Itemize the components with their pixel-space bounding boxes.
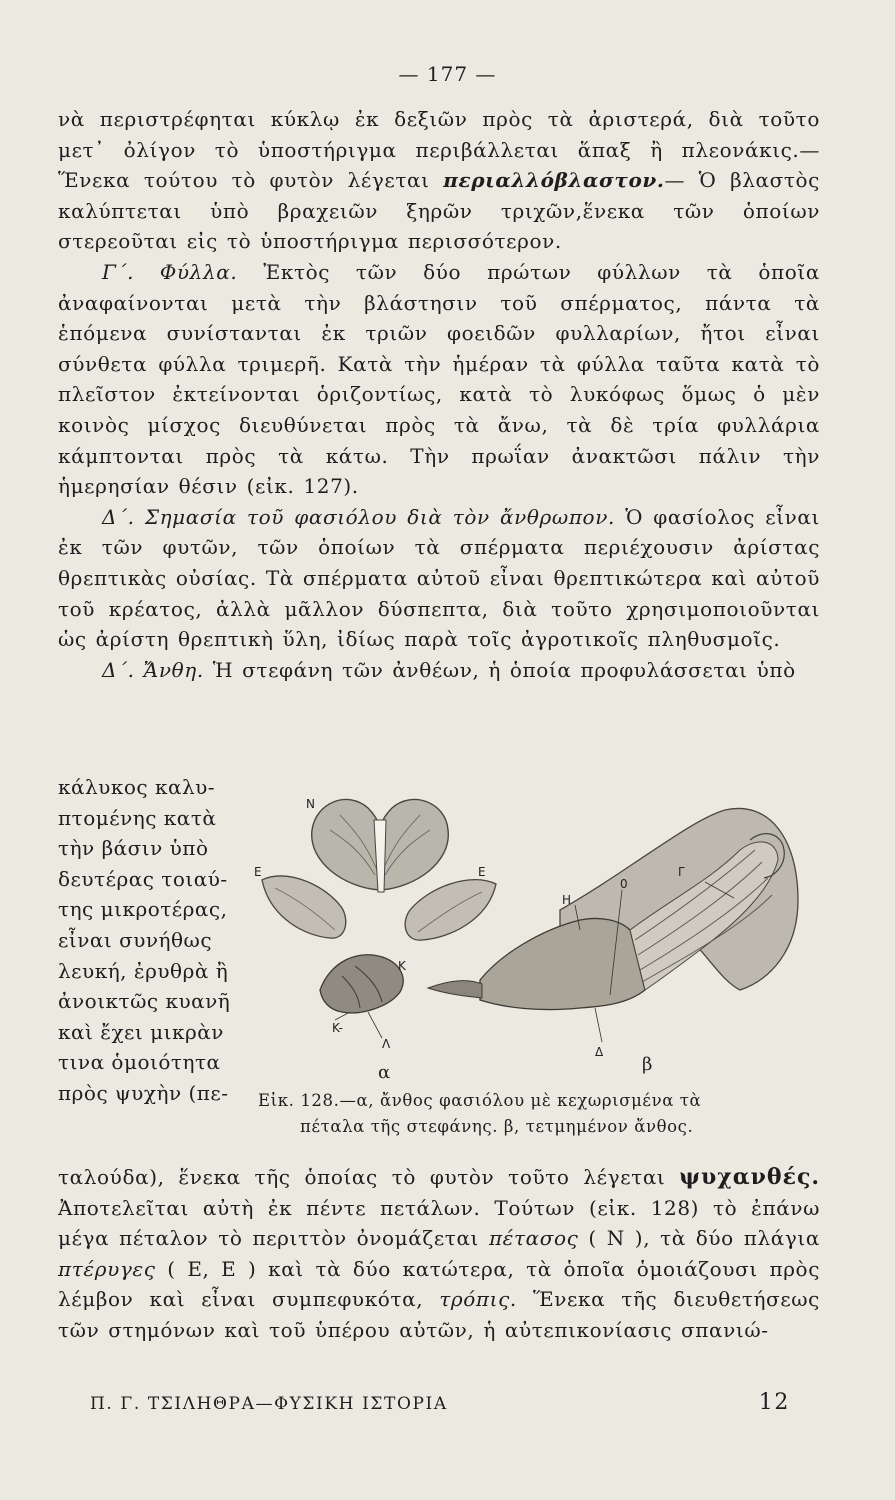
paragraph-text: Ἀποτελεῖται αὐτὴ ἐκ πέντε πετάλων. Τούτων (εἰκ. 128) τὸ ἐπάνω μέγα πέταλον τὸ περιττὸν ὀνομάζεται	[58, 1195, 820, 1251]
label-n: N	[306, 797, 315, 811]
section-leaves	[58, 257, 820, 502]
term-periallovlaston: περιαλλόβλαστον.	[443, 168, 665, 193]
paragraph-stem	[58, 104, 820, 257]
section-importance	[58, 502, 820, 655]
paragraph-text: — Ὁ βλαστὸς καλύπτεται ὑπὸ βραχειῶν ξηρῶν τριχῶν,ἕνεκα τῶν ὁποίων στερεοῦται εἰς τὸ ὑποστήριγμα περισσότερον.	[58, 168, 820, 254]
figure-caption	[258, 1088, 828, 1140]
label-k-left: K-	[332, 1021, 343, 1035]
side-line: της μικροτέρας,	[58, 897, 228, 922]
paragraph-text: Ἐκτὸς τῶν δύο πρώτων φύλλων τὰ ὁποῖα ἀναφαίνονται μετὰ τὴν βλάστησιν τοῦ σπέρματος, πάντα τὰ ἑπόμενα συνίστανται ἐκ τριῶν φοειδῶν φυλλαρίων, ἤτοι εἶναι σύνθετα φύλλα τριμερῆ. Κατὰ τὴν ἡμέραν τὰ φύλλα ταῦτα κατὰ τὸ πλεῖστον ἐκτείνονται ὁριζοντίως, κατὰ τὸ λυκόφως ὅμως ὁ μὲν κοινὸς μίσχος διευθύνεται πρὸς τὰ ἄνω, τὰ δὲ τρία φυλλάρια κάμπτονται πρὸς τὰ κάτω. Τὴν πρωΐαν ἀνακτῶσι πάλιν τὴν ἡμερησίαν θέσιν (εἰκ. 127).	[58, 259, 820, 499]
side-line: τινα ὁμοιότητα	[58, 1050, 221, 1075]
label-o: 0	[620, 877, 628, 891]
label-e-right: E	[478, 865, 486, 879]
label-lambda: Λ	[382, 1037, 391, 1051]
side-line: καὶ ἔχει μικρὰν	[58, 1019, 224, 1044]
signature-number: 12	[758, 1390, 790, 1415]
side-line: πρὸς ψυχὴν (πε-	[58, 1080, 229, 1105]
page-number: — 177 —	[398, 62, 497, 86]
section-heading: Γ΄. Φύλλα.	[102, 259, 238, 284]
bottom-text	[58, 1162, 820, 1346]
label-e-left: E	[254, 865, 262, 879]
side-line: λευκή, ἐρυθρὰ ἢ	[58, 958, 229, 983]
paragraph-text: Ὁ φασίολος εἶναι ἐκ τῶν φυτῶν, τῶν ὁποίων τὰ σπέρματα περιέχουσιν ἀρίστας θρεπτικὰς οὐσίας. Τὰ σπέρματα αὐτοῦ εἶναι θρεπτικώτερα καὶ αὐτοῦ τοῦ κρέατος, ἀλλὰ μᾶλλον δύσπεπτα, διὰ τοῦτο χρησιμοποιοῦνται ὡς ἀρίστη θρεπτικὴ ὕλη, ἰδίως παρὰ τοῖς ἀγροτικοῖς πληθυσμοῖς.	[58, 504, 820, 652]
subfigure-b-label: β	[642, 1054, 653, 1075]
figure-part-b	[428, 808, 798, 1075]
paragraph-corolla	[58, 1162, 820, 1346]
paragraph-text: νὰ περιστρέφηται κύκλῳ ἐκ δεξιῶν πρὸς τὰ ἀριστερά, διὰ τοῦτο μετ᾽ ὀλίγον τὸ ὑποστήριγμα περιβάλλεται ἅπαξ ἢ πλεονάκις.—Ἕνεκα τούτου τὸ φυτὸν λέγεται	[58, 107, 820, 193]
term-psychanthes: ψυχανθές.	[679, 1164, 820, 1190]
figure-part-a	[254, 797, 496, 1083]
side-column-text	[58, 772, 231, 1109]
side-line: κάλυκος καλυ-	[58, 775, 216, 799]
side-line: ἀνοικτῶς κυανῆ	[58, 989, 231, 1014]
paragraph-text: Ἕνεκα τῆς διευθετήσεως τῶν στημόνων καὶ τοῦ ὑπέρου αὐτῶν, ἡ αὐτεπικονίασις σπανιώ-	[58, 1287, 820, 1342]
section-heading: Δ΄. Σημασία τοῦ φασιόλου διὰ τὸν ἄνθρωπον.	[102, 504, 615, 529]
term-tropis: τρόπις.	[439, 1287, 517, 1312]
flower-illustration	[250, 780, 830, 1100]
top-text	[58, 104, 820, 685]
paragraph-text: ( Ν ), τὰ δύο πλάγια	[588, 1226, 820, 1251]
paragraph-text: ταλούδα), ἕνεκα τῆς ὁποίας τὸ φυτὸν τοῦτο λέγεται	[58, 1165, 666, 1189]
label-k-top: K	[398, 959, 406, 973]
page-footer	[90, 1390, 790, 1415]
side-line: εἶναι συνήθως	[58, 927, 213, 952]
subfigure-a-label: α	[378, 1062, 391, 1083]
label-delta: Δ	[595, 1045, 604, 1059]
label-h: H	[562, 893, 572, 907]
term-petasos: πέτασος	[488, 1226, 579, 1251]
footer-title: Π. Γ. ΤΣΙΛΗΘΡΑ—ΦΥΣΙΚΗ ΙΣΤΟΡΙΑ	[90, 1394, 448, 1414]
side-line: δευτέρας τοιαύ-	[58, 866, 228, 891]
section-flowers	[58, 655, 820, 686]
side-line: τὴν βάσιν ὑπὸ	[58, 836, 209, 861]
side-line: πτομένης κατὰ	[58, 805, 217, 830]
caption-line-1: Εἰκ. 128.—α, ἄνθος φασιόλου μὲ κεχωρισμένα τὰ	[258, 1091, 702, 1110]
label-gamma: Γ	[678, 865, 685, 879]
paragraph-text: Ἡ στεφάνη τῶν ἀνθέων, ἡ ὁποία προφυλάσσεται ὑπὸ	[212, 657, 796, 682]
caption-line-2: πέταλα τῆς στεφάνης. β, τετμημένον ἄνθος.	[300, 1117, 694, 1136]
term-pteryges: πτέρυγες	[58, 1256, 156, 1281]
section-heading: Δ΄. Ἄνθη.	[102, 657, 204, 682]
calyx-tube	[480, 918, 645, 1009]
paragraph-text: ( Ε, Ε ) καὶ τὰ δύο κατώτερα, τὰ ὁποῖα ὁμοιάζουσι πρὸς λέμβον καὶ εἶναι συμπεφυκότα,	[58, 1256, 820, 1312]
keel-petals	[320, 955, 403, 1013]
